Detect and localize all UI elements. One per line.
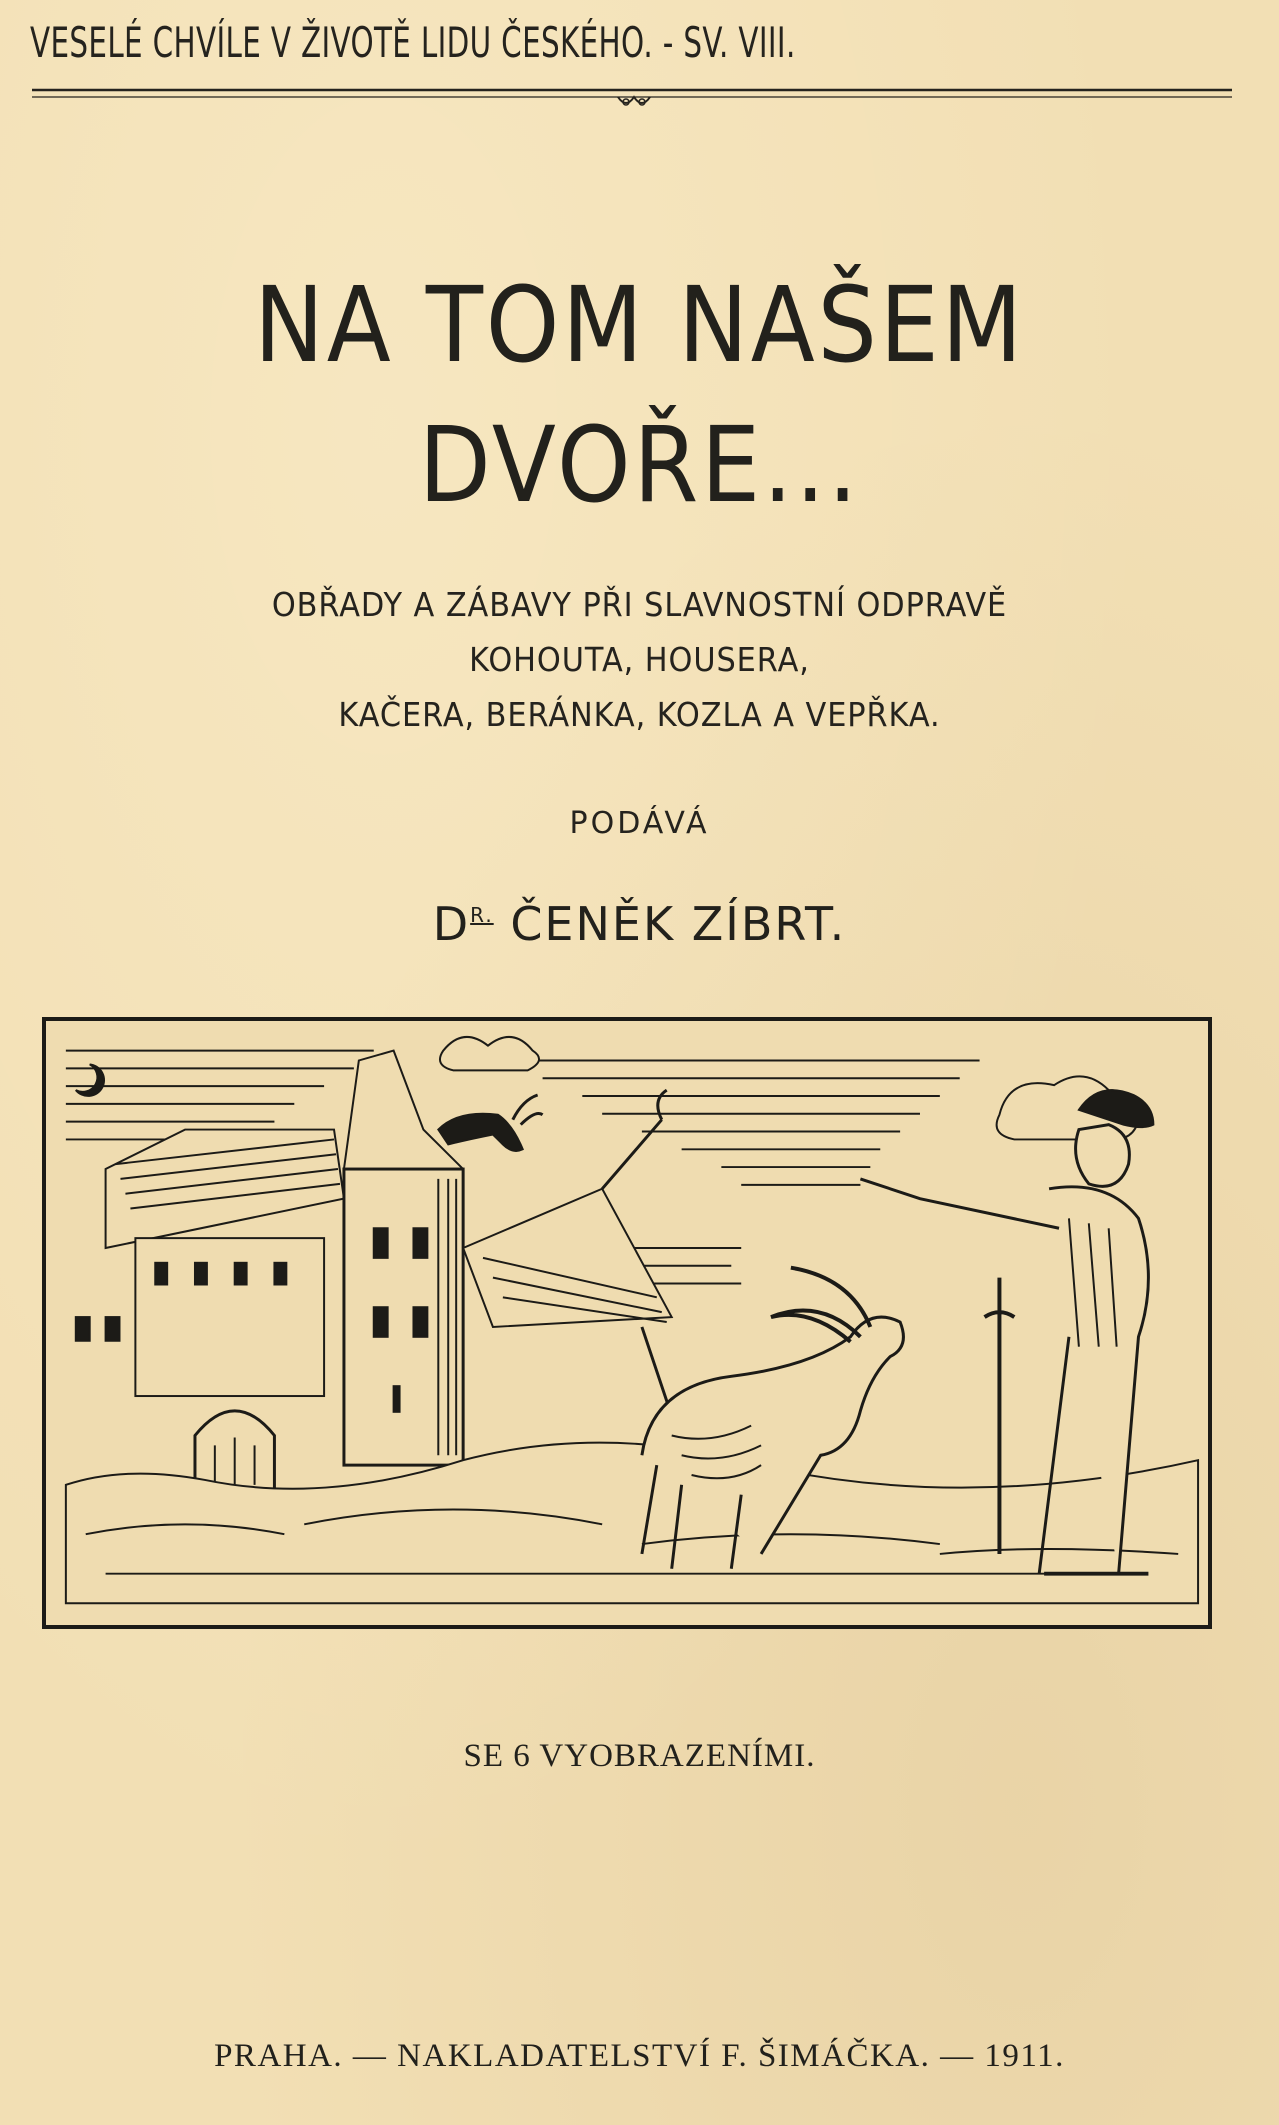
main-title — [64, 255, 1215, 535]
header-rule-ornament — [32, 86, 1232, 112]
subtitle-line-2: KOHOUTA, HOUSERA, — [469, 640, 810, 679]
series-header: VESELÉ CHVÍLE V ŽIVOTĚ LIDU ČESKÉHO. - SV. VIII. — [30, 18, 796, 67]
illustration-note: SE 6 VYOBRAZENÍMI. — [463, 1738, 816, 1774]
author-title: $D^{R.}$ — [432, 897, 494, 951]
subtitle-line-1: OBŘADY A ZÁBAVY PŘI SLAVNOSTNÍ ODPRAVĚ — [271, 585, 1008, 624]
publisher-imprint: PRAHA. — NAKLADATELSTVÍ F. ŠIMÁČKA. — 1911. — [214, 2038, 1065, 2074]
presents-label: PODÁVÁ — [569, 806, 710, 841]
author-line — [0, 897, 1279, 951]
author-name: ČENĚK ZÍBRT. — [510, 897, 847, 951]
subtitle-line-3: KAČERA, BERÁNKA, KOZLA A VEPŘKA. — [338, 695, 941, 734]
title-line-1: NA TOM NAŠEM — [254, 264, 1025, 386]
woodcut-illustration — [42, 1017, 1212, 1629]
title-line-2: DVOŘE... — [418, 404, 861, 526]
